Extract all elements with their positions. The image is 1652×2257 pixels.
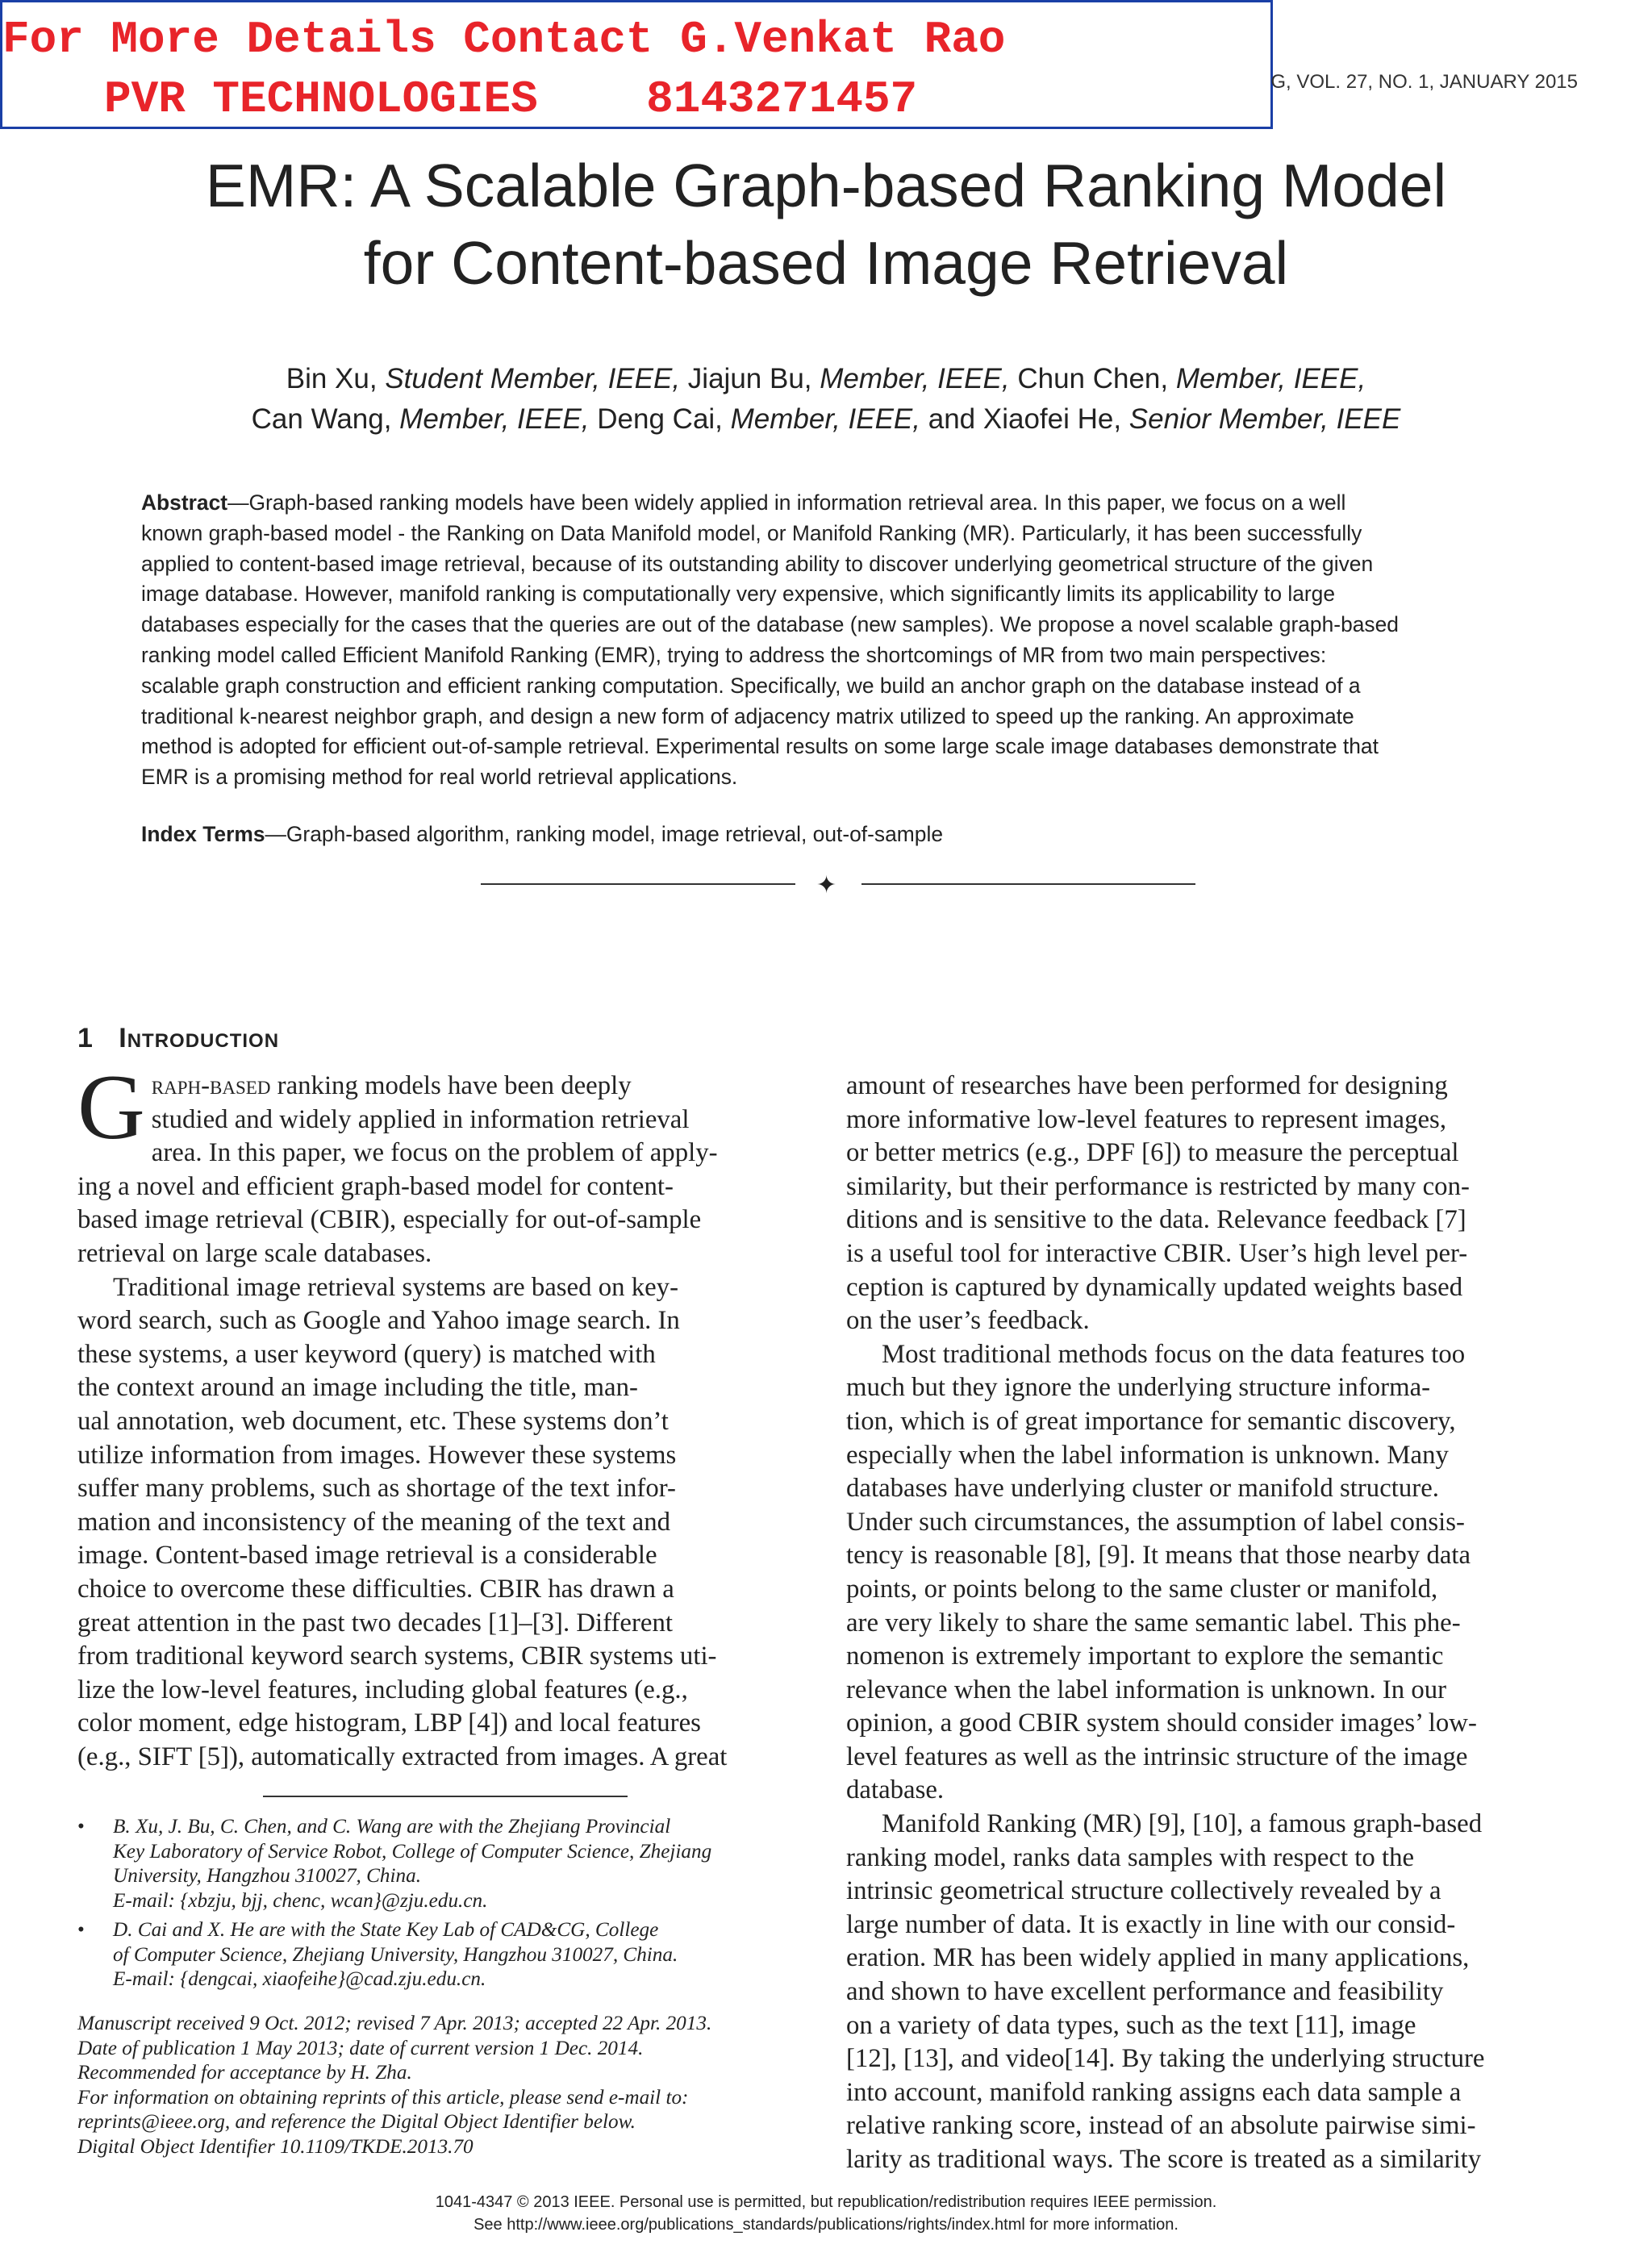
running-header: G, VOL. 27, NO. 1, JANUARY 2015 [1270, 71, 1578, 93]
author-list [0, 359, 1652, 440]
title-line-1: EMR: A Scalable Graph-based Ranking Model [205, 152, 1447, 219]
footnote-rule [263, 1796, 628, 1797]
abstract-label: Abstract [141, 490, 228, 515]
abstract-line: applied to content-based image retrieval, because of its outstanding ability to discover underlying geometrical structure of the given [141, 551, 1374, 576]
author-name: Bin Xu, [286, 363, 386, 394]
author-name: Chun Chen, [1009, 363, 1176, 394]
author-name: and Xiaofei He, [920, 403, 1129, 435]
footnote-line: E-mail: {dengcai, xiaofeihe}@cad.zju.edu.cn. [113, 1968, 486, 1991]
abstract-line: EMR is a promising method for real world retrieval applications. [141, 765, 738, 790]
author-name: Can Wang, [251, 403, 400, 435]
manuscript-line: Digital Object Identifier 10.1109/TKDE.2013.70 [77, 2135, 473, 2158]
abstract-line: Abstract—Graph-based ranking models have been widely applied in information retrieval area. In this paper, we focus on a well [141, 490, 1346, 515]
section-title: Introduction [119, 1023, 280, 1053]
contact-banner [0, 0, 1273, 129]
smallcaps-lead: raph-based [151, 1071, 271, 1100]
footer-line-2: See http://www.ieee.org/publications_standards/publications/rights/index.html for more information. [473, 2216, 1179, 2234]
abstract-line: known graph-based model - the Ranking on Data Manifold model, or Manifold Ranking (MR). Particularly, it has been successfully [141, 520, 1362, 545]
diamond-ornament-icon: ✦ [816, 872, 837, 899]
author-name: Deng Cai, [589, 403, 731, 435]
index-terms-label: Index Terms [141, 822, 265, 846]
footnote-line: E-mail: {xbzju, bjj, chenc, wcan}@zju.edu.cn. [113, 1889, 488, 1912]
banner-line-1: For More Details Contact G.Venkat Rao [2, 14, 1006, 65]
drop-cap: G [77, 1056, 145, 1159]
abstract-line: traditional k-nearest neighbor graph, and design a new form of adjacency matrix utilized to speed up the ranking. An approximate [141, 703, 1354, 728]
author-membership: Member, IEEE, [399, 403, 590, 435]
separator-rule-left [481, 883, 795, 885]
abstract-line: scalable graph construction and efficient ranking computation. Specifically, we build an anchor graph on the database instead of a [141, 673, 1361, 698]
author-line-1 [0, 359, 1652, 399]
right-column [846, 1070, 1579, 2177]
footnote-line: D. Cai and X. He are with the State Key Lab of CAD&CG, College [113, 1919, 659, 1941]
paragraph: Traditional image retrieval systems are based on key- word search, such as Google and Yahoo image search. In these systems, a user keyword (query) is matched with the context around an image including the title, man- ual annotation, web document, etc. These systems don’t utilize information from images. However these systems suffer many problems, such as shortage of the text infor- mation and inconsistency of the meaning of the text and image. Content-based image retrieval is a considerable choice to overcome these difficulties. CBIR has drawn a great attention in the past two decades [1]–[3]. Different from traditional keyword search systems, CBIR systems uti- lize the low-level features, including global features (e.g., color moment, edge histogram, LBP [4]) and local features (e.g., SIFT [5]), automatically extracted from images. A great [77, 1272, 728, 1771]
paragraph: amount of researches have been performed for designing more informative low-level features to represent images, or better metrics (e.g., DPF [6]) to measure the perceptual similarity, but their performance is restricted by many con- ditions and is sensitive to the data. Relevance feedback [7] is a useful tool for interactive CBIR. User’s high level per- ception is captured by dynamically updated weights based on the user’s feedback. [846, 1071, 1470, 1336]
abstract-line: ranking model called Efficient Manifold Ranking (EMR), trying to address the shortcomings of MR from two main perspectives: [141, 642, 1327, 667]
author-membership: Member, IEEE, [820, 363, 1010, 394]
copyright-footer [0, 2191, 1652, 2236]
author-membership: Student Member, IEEE, [385, 363, 681, 394]
section-separator [0, 871, 1652, 899]
paragraph: Graph-based ranking models have been deeply studied and widely applied in information retrieval area. In this paper, we focus on the problem of apply- ing a novel and efficient graph-based model for content- based image retrieval (CBIR), especially for out-of-sample retrieval on large scale databases. [77, 1056, 718, 1268]
footnote-line: Key Laboratory of Service Robot, College of Computer Science, Zhejiang [113, 1840, 712, 1863]
author-membership: Member, IEEE, [1175, 363, 1366, 394]
bullet-icon: • [77, 1816, 85, 1838]
footnote-line: University, Hangzhou 310027, China. [113, 1865, 422, 1888]
paper-title [0, 147, 1652, 302]
index-terms [141, 820, 1514, 850]
section-heading [77, 1023, 279, 1054]
manuscript-line: Date of publication 1 May 2013; date of current version 1 Dec. 2014. [77, 2037, 644, 2059]
banner-line-2: PVR TECHNOLOGIES 8143271457 [104, 73, 918, 125]
manuscript-line: Manuscript received 9 Oct. 2012; revised 7 Apr. 2013; accepted 22 Apr. 2013. [77, 2013, 712, 2034]
author-membership: Member, IEEE, [730, 403, 921, 435]
paragraph: Manifold Ranking (MR) [9], [10], a famous graph-based ranking model, ranks data samples with respect to the intrinsic geometrical structure collectively revealed by a large number of data. It is exactly in line with our consid- eration. MR has been widely applied in many applications, and shown to have excellent performance and feasibility on a variety of data types, such as the text [11], image [12], [13], and video[14]. By taking the underlying structure into account, manifold ranking assigns each data sample a relative ranking score, instead of an absolute pairwise simi- larity as traditional ways. The score is treated as a similarity [846, 1809, 1485, 2174]
footer-line-1: 1041-4347 © 2013 IEEE. Personal use is permitted, but republication/redistribution requires IEEE permission. [435, 2193, 1217, 2211]
paragraph: Most traditional methods focus on the data features too much but they ignore the underlying structure informa- tion, which is of great importance for semantic discovery, especially when the label information is unknown. Many databases have underlying cluster or manifold structure. Under such circumstances, the assumption of label consis- tency is reasonable [8], [9]. It means that those nearby data points, or points belong to the same cluster or manifold, are very likely to share the same semantic label. This phe- nomenon is extremely important to explore the semantic relevance when the label information is unknown. In our opinion, a good CBIR system should consider images’ low- level features as well as the intrinsic structure of the image database. [846, 1339, 1477, 1805]
footnote-line: B. Xu, J. Bu, C. Chen, and C. Wang are with the Zhejiang Provincial [113, 1816, 671, 1838]
left-column [77, 1056, 810, 1774]
author-line-2 [0, 399, 1652, 440]
index-terms-text: —Graph-based algorithm, ranking model, image retrieval, out-of-sample [265, 822, 943, 846]
author-membership: Senior Member, IEEE [1128, 403, 1401, 435]
abstract [141, 488, 1514, 793]
author-name: Jiajun Bu, [680, 363, 820, 394]
manuscript-info [77, 2012, 810, 2160]
manuscript-line: For information on obtaining reprints of this article, please send e-mail to: [77, 2086, 689, 2109]
manuscript-line: Recommended for acceptance by H. Zha. [77, 2062, 412, 2084]
section-number: 1 [77, 1023, 94, 1053]
abstract-line: image database. However, manifold ranking is computationally very expensive, which significantly limits its applicability to large [141, 582, 1336, 607]
bullet-icon: • [77, 1919, 85, 1941]
abstract-line: method is adopted for efficient out-of-sample retrieval. Experimental results on some large scale image databases demonstrate that [141, 734, 1379, 759]
title-line-2: for Content-based Image Retrieval [363, 229, 1289, 297]
footnote-line: of Computer Science, Zhejiang University, Hangzhou 310027, China. [113, 1943, 678, 1966]
manuscript-line: reprints@ieee.org, and reference the Digital Object Identifier below. [77, 2111, 636, 2134]
abstract-line: databases especially for the cases that the queries are out of the database (new samples). We propose a novel scalable graph-based [141, 612, 1399, 637]
separator-rule-right [861, 883, 1195, 885]
